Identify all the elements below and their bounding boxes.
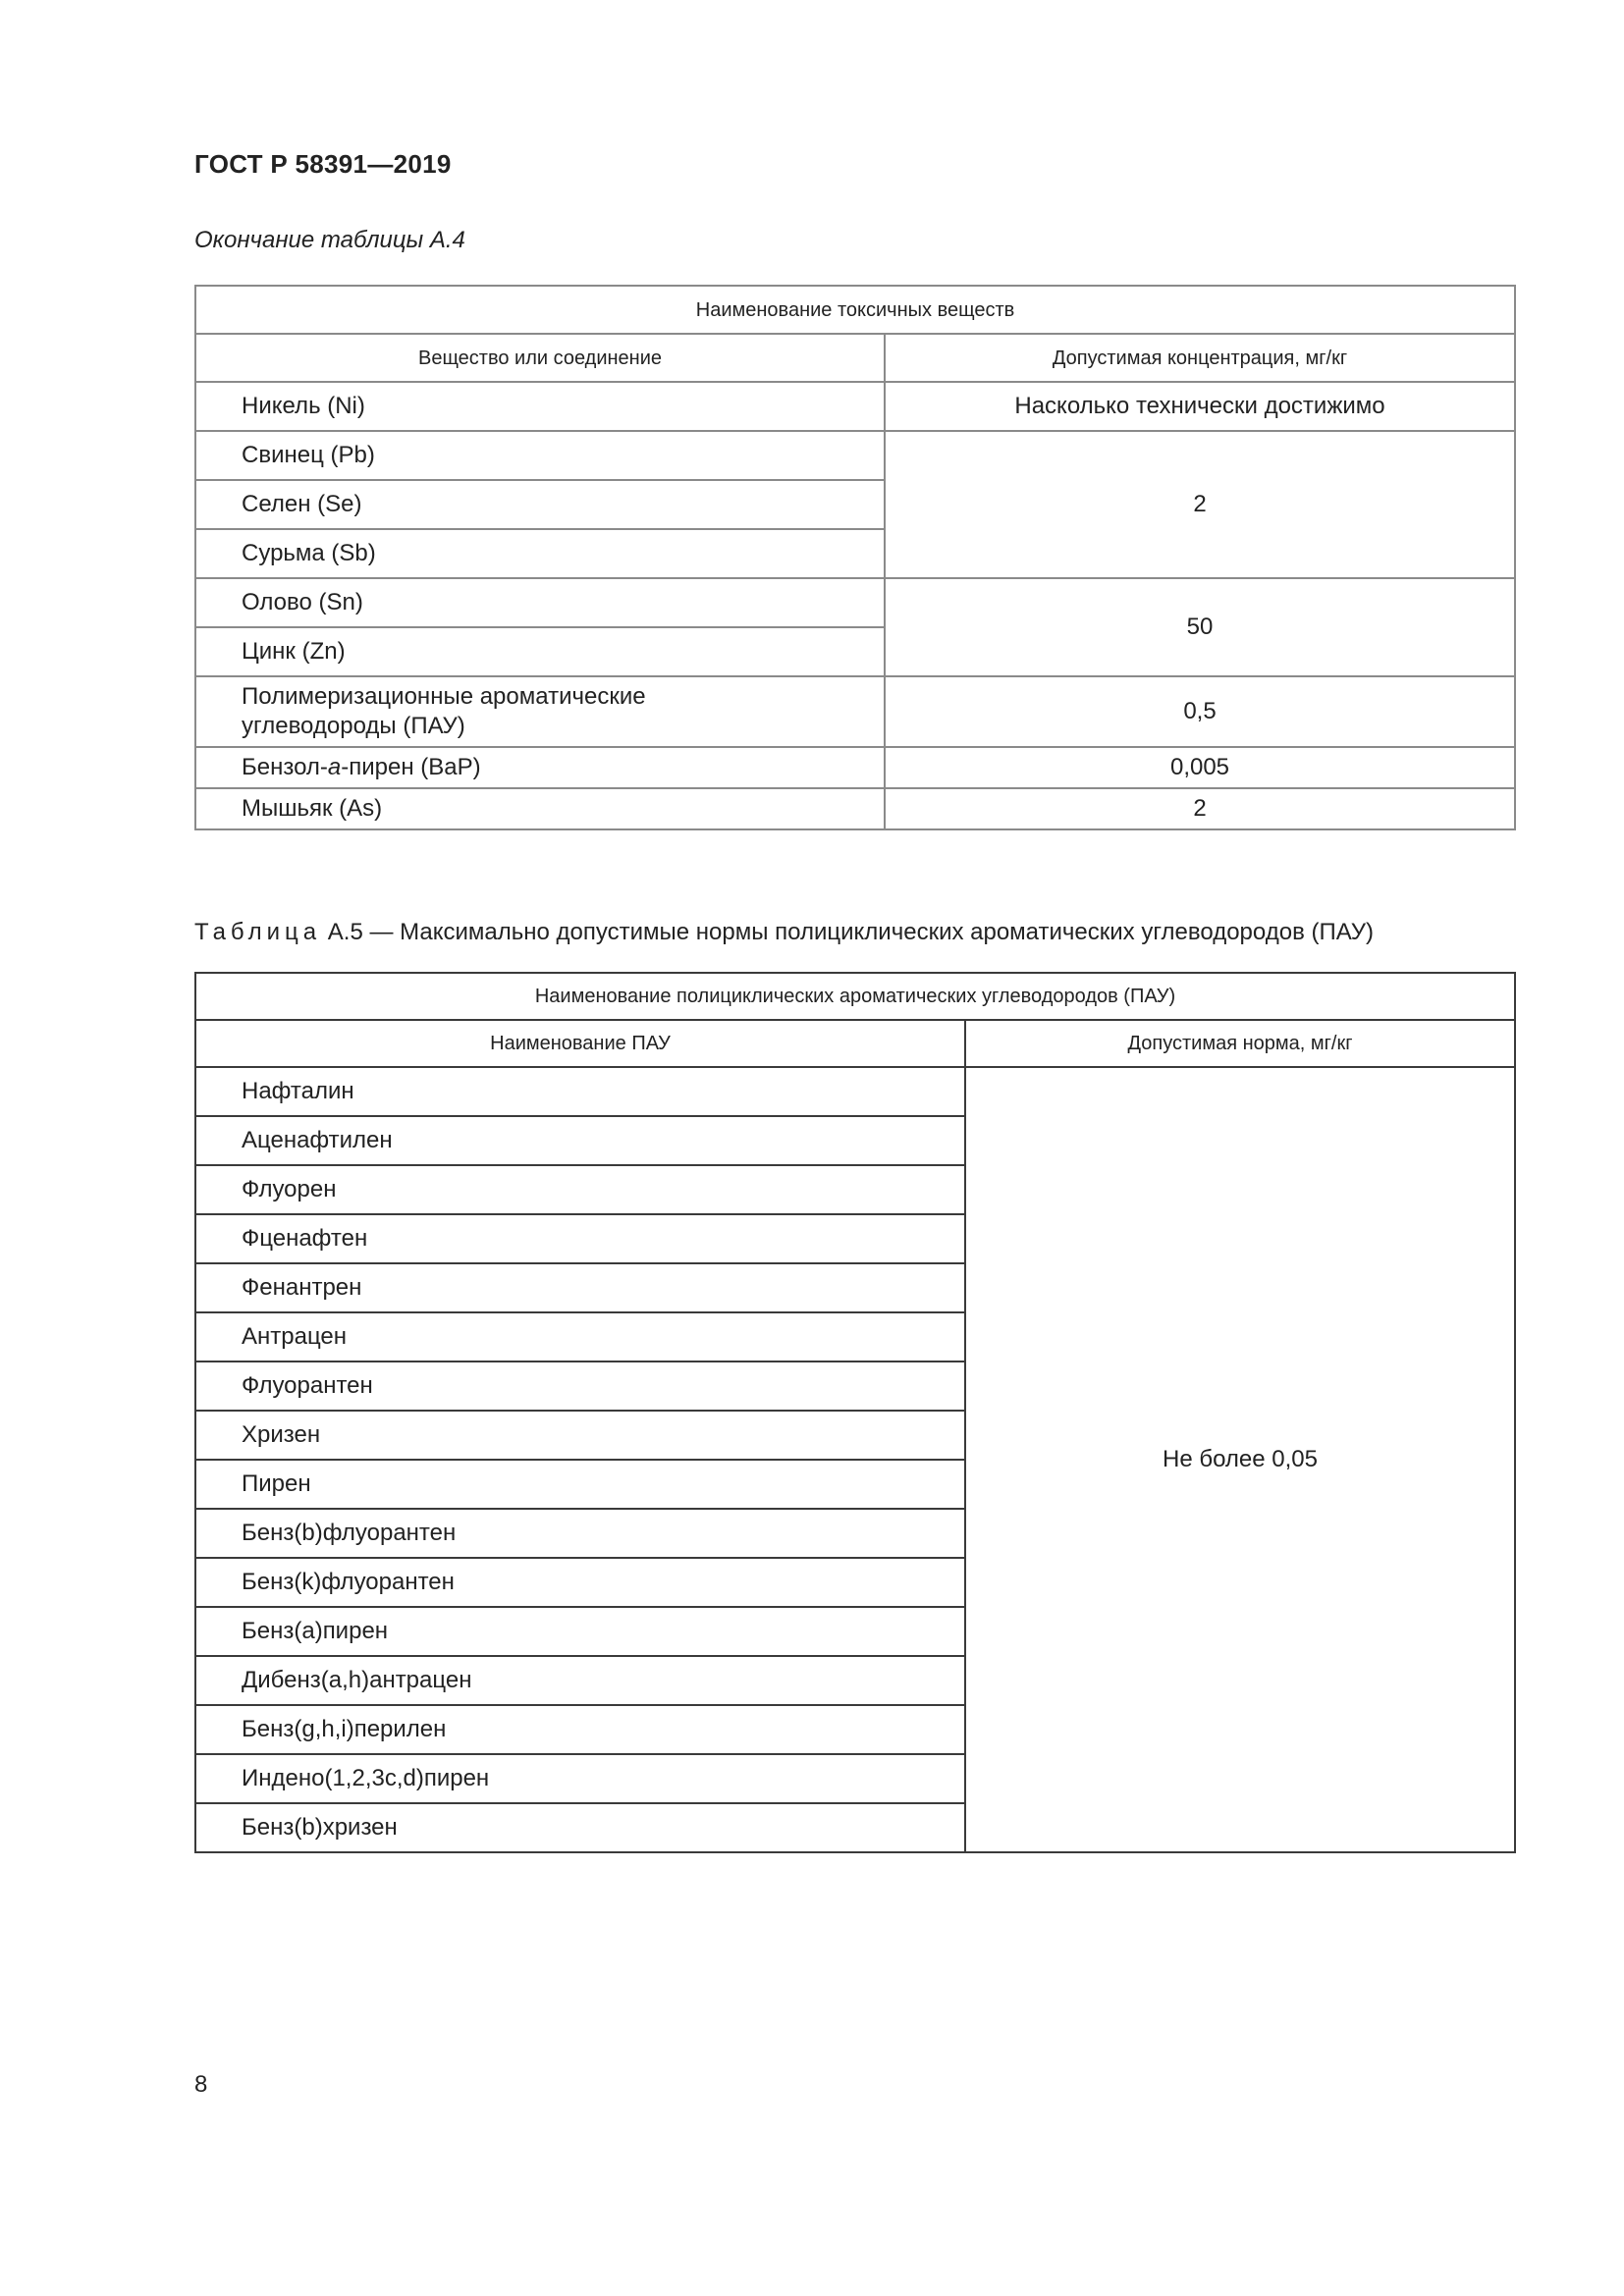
table-a4-group-header: Наименование токсичных веществ [195,286,1515,334]
table-a5-group-header: Наименование полициклических ароматических углеводородов (ПАУ) [195,973,1515,1020]
table-row [195,747,1515,788]
table-cell-concentration: 2 [885,788,1515,829]
table-cell-pah-name: Бенз(a)пирен [195,1607,965,1656]
table-row [195,1067,1515,1116]
table-cell-substance: Цинк (Zn) [195,627,885,676]
table-row [195,676,1515,747]
table-a4-col-substance: Вещество или соединение [195,334,885,382]
table-cell-concentration: 50 [885,578,1515,676]
table-cell-pah-name: Индено(1,2,3c,d)пирен [195,1754,965,1803]
table-cell-pah-name: Аценафтилен [195,1116,965,1165]
table-cell-substance: Олово (Sn) [195,578,885,627]
table-row [195,788,1515,829]
document-code: ГОСТ Р 58391—2019 [194,149,452,179]
table-cell-substance: Селен (Se) [195,480,885,529]
substance-name-line-2: углеводороды (ПАУ) [242,713,465,739]
table-cell-pah-name: Флуорен [195,1165,965,1214]
table-row [195,431,1515,480]
table-a4 [194,285,1516,830]
table-cell-pah-name: Дибенз(a,h)антрацен [195,1656,965,1705]
table-a5-col-name: Наименование ПАУ [195,1020,965,1067]
substance-name-suffix: -пирен (BaP) [341,754,481,780]
table-cell-concentration: 0,005 [885,747,1515,788]
table-caption-label: Таблица [194,919,322,945]
substance-name-line-1: Полимеризационные ароматические [242,683,646,710]
table-cell-concentration: 0,5 [885,676,1515,747]
table-a4-col-concentration: Допустимая концентрация, мг/кг [885,334,1515,382]
table-cell-pah-name: Хризен [195,1411,965,1460]
table-cell-pah-name: Бенз(g,h,i)перилен [195,1705,965,1754]
table-cell-concentration: Насколько технически достижимо [885,382,1515,431]
table-caption-text: А.5 — Максимально допустимые нормы полициклических ароматических углеводородов (ПАУ) [321,919,1374,945]
table-cell-substance: Свинец (Pb) [195,431,885,480]
substance-name-italic: а [327,754,342,780]
substance-name-prefix: Бензол- [242,754,328,780]
table-row [195,382,1515,431]
page-number: 8 [194,2071,208,2098]
table-a5 [194,972,1516,1853]
table-cell-concentration: 2 [885,431,1515,578]
table-cell-pah-name: Бенз(b)хризен [195,1803,965,1852]
table-cell-norm: Не более 0,05 [965,1067,1515,1852]
table-cell-pah-name: Антрацен [195,1312,965,1362]
table-continuation-note: Окончание таблицы А.4 [194,227,465,253]
table-cell-pah-name: Пирен [195,1460,965,1509]
table-cell-substance: Сурьма (Sb) [195,529,885,578]
table-cell-pah-name: Бенз(k)флуорантен [195,1558,965,1607]
table-cell-substance: Мышьяк (As) [195,788,885,829]
table-cell-pah-name: Нафталин [195,1067,965,1116]
table-row [195,578,1515,627]
table-cell-pah-name: Бенз(b)флуорантен [195,1509,965,1558]
table-cell-pah-name: Фценафтен [195,1214,965,1263]
table-cell-pah-name: Фенантрен [195,1263,965,1312]
table-cell-substance [195,676,885,747]
table-cell-substance [195,747,885,788]
table-a5-caption [194,919,1374,946]
table-a5-col-norm: Допустимая норма, мг/кг [965,1020,1515,1067]
table-cell-pah-name: Флуорантен [195,1362,965,1411]
table-cell-substance: Никель (Ni) [195,382,885,431]
